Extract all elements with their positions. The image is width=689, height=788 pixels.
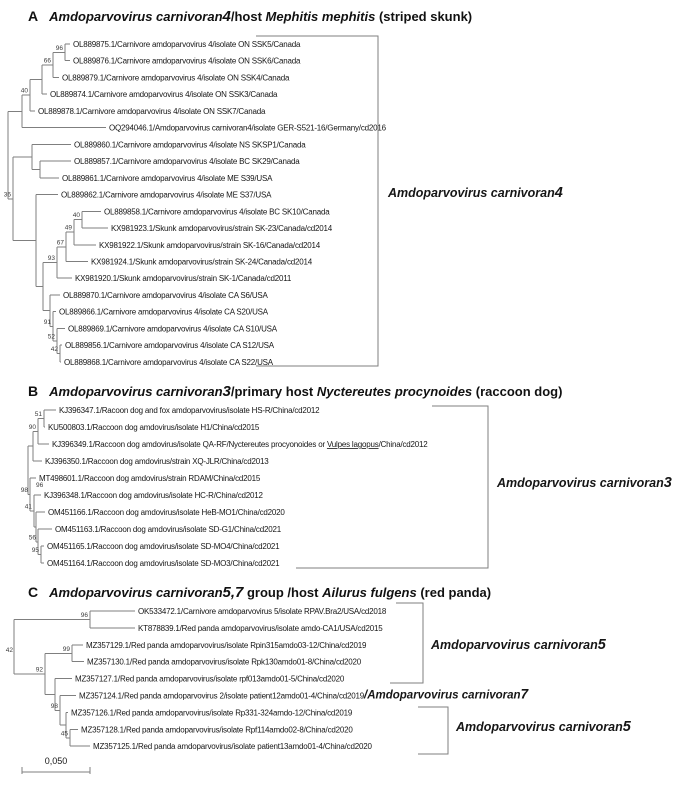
taxon-label: OL889860.1/Carnivore amdoparvovirus 4/isolate NS SKSP1/Canada: [74, 140, 306, 150]
bootstrap-value: 51: [34, 411, 42, 418]
clade-box: [256, 36, 378, 366]
bootstrap-value: 49: [64, 224, 72, 232]
bootstrap-value: 98: [20, 486, 28, 494]
taxon-label: KJ396350.1/Raccoon dog amdovirus/strain XQ-JLR/China/cd2013: [45, 457, 269, 466]
taxon-label: KJ396347.1/Racoon dog and fox amdoparvovirus/isolate HS-R/China/cd2012: [59, 406, 320, 415]
panel-c-title: C Amdoparvovirus carnivoran5,7 group /host Ailurus fulgens (red panda): [28, 584, 492, 601]
taxon-label: OL889858.1/Carnivore amdoparvovirus 4/isolate BC SK10/Canada: [104, 207, 330, 217]
bootstrap-value: 41: [24, 503, 32, 511]
bootstrap-value: 40: [20, 87, 28, 95]
clade-name-label: Amdoparvovirus carnivoran5: [456, 719, 631, 735]
bootstrap-value: 67: [56, 239, 64, 247]
bootstrap-value: 42: [5, 647, 13, 654]
panel-b-title: B Amdoparvovirus carnivoran3/primary host Nyctereutes procynoides (raccoon dog): [28, 383, 563, 400]
clade-box: [418, 707, 448, 754]
bootstrap-value: 96: [55, 44, 63, 52]
taxon-label: OL889878.1/Carnivore amdoparvovirus 4/isolate ON SSK7/Canada: [38, 106, 266, 116]
clade-name-label: Amdoparvovirus carnivoran4: [388, 185, 563, 201]
taxon-label: KX981922.1/Skunk amdoparvovirus/strain SK-16/Canada/cd2014: [99, 240, 320, 250]
bootstrap-value: 90: [28, 423, 36, 431]
bootstrap-value: 91: [43, 318, 51, 326]
underlined-species-name: Vulpes lagopus: [326, 440, 379, 449]
taxon-label: KJ396349.1/Raccoon dog amdovirus/isolate QA-RF/Nyctereutes procyonoides or Vulpes lagopus/China/cd2012: [52, 440, 428, 449]
taxon-label: OL889875.1/Carnivore amdoparvovirus 4/isolate ON SSK5/Canada: [73, 40, 301, 49]
bootstrap-value: 98: [50, 702, 58, 710]
bootstrap-value: 99: [62, 645, 70, 653]
taxon-label: OL889870.1/Carnivore amdoparvovirus 4/isolate CA S6/USA: [63, 290, 268, 300]
taxon-label: OM451163.1/Raccoon dog amdovirus/isolate SD-G1/China/cd2021: [55, 525, 281, 534]
bootstrap-value: 93: [47, 255, 55, 263]
clade-name-label: Amdoparvovirus carnivoran5: [431, 637, 606, 653]
taxon-label: MZ357124.1/Red panda amdoparvovirus 2/isolate patient12amdo01-4/China/cd2019/Amdoparvovirus carnivoran7: [79, 686, 529, 702]
taxon-label: MZ357126.1/Red panda amdoparvovirus/isolate Rp331-324amdo-12/China/cd2019: [71, 708, 353, 718]
taxon-label: KX981920.1/Skunk amdoparvovirus/strain SK-1/Canada/cd2011: [75, 274, 292, 284]
scale-bar-label: 0,050: [44, 756, 68, 766]
taxon-label: KX981923.1/Skunk amdoparvovirus/strain SK-23/Canada/cd2014: [111, 224, 332, 234]
bootstrap-value: 95: [31, 547, 39, 554]
clade-box: [390, 603, 423, 683]
clade-box: [296, 406, 488, 568]
bootstrap-value: 40: [72, 212, 80, 220]
taxon-label: OL889876.1/Carnivore amdoparvovirus 4/isolate ON SSK6/Canada: [73, 56, 301, 66]
bootstrap-value: 92: [35, 666, 43, 674]
taxon-label: OL889857.1/Carnivore amdoparvovirus 4/isolate BC SK29/Canada: [74, 157, 300, 167]
taxon-label: MZ357127.1/Red panda amdoparvovirus/isolate rpf013amdo01-5/China/cd2020: [75, 674, 345, 684]
taxon-label: MZ357130.1/Red panda amdoparvovirus/isolate Rpk130amdo01-8/China/cd2020: [87, 657, 361, 667]
taxon-label: OL889866.1/Carnivore amdoparvovirus 4/isolate CA S20/USA: [59, 307, 268, 317]
bootstrap-value: 66: [43, 57, 51, 65]
bootstrap-value: 36: [3, 191, 11, 199]
panel-a-title: A Amdoparvovirus carnivoran4/host Mephitis mephitis (striped skunk): [28, 8, 473, 25]
taxon-label: OM451165.1/Raccoon dog amdovirus/isolate SD-MO4/China/cd2021: [47, 542, 280, 551]
taxon-label: OL889869.1/Carnivore amdoparvovirus 4/isolate CA S10/USA: [68, 324, 277, 334]
taxon-label: MT498601.1/Raccoon dog amdovirus/strain RDAM/China/cd2015: [39, 474, 261, 483]
panel-letter: B: [28, 383, 39, 399]
taxon-label: KU500803.1/Raccoon dog amdovirus/isolate H1/China/cd2015: [48, 423, 260, 432]
panel-letter: A: [28, 8, 39, 24]
taxon-label: OL889868.1/Carnivore amdoparvovirus 4/isolate CA S22/USA: [64, 357, 273, 367]
taxon-label: MZ357129.1/Red panda amdoparvovirus/isolate Rpin315amdo03-12/China/cd2019: [86, 640, 367, 650]
taxon-label: OM451166.1/Raccoon dog amdovirus/isolate HeB-MO1/China/cd2020: [48, 508, 285, 517]
taxon-label: OL889861.1/Carnivore amdoparvovirus 4/isolate ME S39/USA: [62, 173, 273, 183]
bootstrap-value: 42: [50, 346, 58, 354]
taxon-label: OL889879.1/Carnivore amdoparvovirus 4/isolate ON SSK4/Canada: [62, 73, 290, 83]
bootstrap-value: 96: [36, 482, 44, 489]
taxon-label: OM451164.1/Raccoon dog amdovirus/isolate SD-MO3/China/cd2021: [47, 559, 280, 568]
taxon-label: OL889856.1/Carnivore amdoparvovirus 4/isolate CA S12/USA: [65, 341, 274, 351]
taxon-label: OL889862.1/Carnivore amdoparvovirus 4/isolate ME S37/USA: [61, 190, 272, 200]
taxon-label: OQ294046.1/Amdoparvovirus carnivoran4/isolate GER-S521-16/Germany/cd2016: [109, 123, 386, 133]
taxon-label: OK533472.1/Carnivore amdoparvovirus 5/isolate RPAV.Bra2/USA/cd2018: [138, 607, 387, 616]
bootstrap-value: 56: [28, 534, 36, 542]
taxon-label: KJ396348.1/Raccoon dog amdovirus/isolate HC-R/China/cd2012: [44, 491, 263, 500]
taxon-label: MZ357128.1/Red panda amdoparvovirus/isolate Rpf114amdo02-8/China/cd2020: [81, 725, 353, 735]
taxon-label: MZ357125.1/Red panda amdoparvovirus/isolate patient13amdo01-4/China/cd2020: [93, 742, 372, 752]
bootstrap-value: 52: [47, 333, 55, 341]
clade-name-label: Amdoparvovirus carnivoran3: [497, 475, 672, 491]
taxon-label: OL889874.1/Carnivore amdoparvovirus 4/isolate ON SSK3/Canada: [50, 90, 278, 100]
bootstrap-value: 96: [80, 611, 88, 619]
bootstrap-value: 45: [60, 730, 68, 738]
taxon-label: KX981924.1/Skunk amdoparvovirus/strain SK-24/Canada/cd2014: [91, 257, 312, 267]
panel-letter: C: [28, 584, 39, 600]
taxon-label: KT878839.1/Red panda amdoparvovirus/isolate amdo-CA1/USA/cd2015: [138, 623, 383, 633]
